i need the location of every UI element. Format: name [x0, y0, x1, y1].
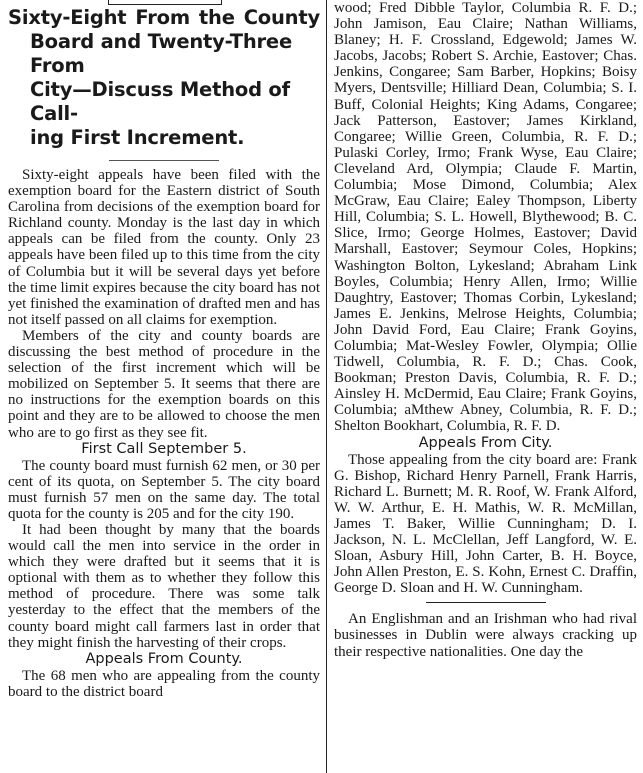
subhead-appeals-county: Appeals From County.	[85, 650, 243, 667]
headline-line-2: Board and Twenty-Three From	[30, 30, 292, 77]
subhead-appeals-city: Appeals From City.	[418, 434, 553, 451]
paragraph-5: The 68 men who are appealing from the county board to the district board	[8, 667, 320, 700]
left-column	[8, 0, 320, 700]
headline-rule	[109, 160, 219, 161]
column-divider	[326, 0, 327, 773]
anecdote-paragraph: An Englishman and an Irishman who had rival businesses in Dublin were always cracking up their respective nationalities. One day the	[334, 611, 637, 660]
city-appellants-paragraph: Those appealing from the city board are: Frank G. Bishop, Richard Henry Parnell, Frank Harris, Richard L. Burnett; M. R. Roof, W. Frank Alford, W. W. Arthur, E. H. Mathis, W. R. McMillan, James T. Baker, Willie Cunningham; D. I. Jackson, N. L. McClellan, Jeff Langford, W. E. Sloan, Asbury Hill, John Carter, B. H. Boyce, John Allen Preston, E. S. Kohn, Ernest C. Draffin, George D. Sloan and H. W. Cunningham.	[334, 451, 637, 597]
paragraph-1: Sixty-eight appeals have been filed with the exemption board for the Eastern district of South Carolina from decisions of the exemption board for Richland county. Monday is the last day in which appeals can be filed from the county. Only 23 appeals have been filed up to this time from the city of Columbia but it will be several days yet before the time limit expires because the city board has not yet finished the examination of drafted men and has not itself passed on all claims for exemption.	[8, 167, 320, 328]
headline-line-1: Sixty-Eight From the County	[8, 6, 320, 29]
paragraph-4: It had been thought by many that the boards would call the men into service in the order in which they were drafted but it seems that it is optional with them as to whether they follow this method of procedure. There was some talk yesterday to the effect that the members of the county board might call farmers last in order that they might finish the harvesting of their crops.	[8, 521, 320, 651]
article-divider	[426, 602, 546, 603]
paragraph-3: The county board must furnish 62 men, or 30 per cent of its quota, on September 5. The city board must furnish 57 men on the same day. The total quota for the county is 205 and for the city 190.	[8, 457, 320, 522]
county-appellants-list: wood; Fred Dibble Taylor, Columbia R. F. D.; John Jamison, Eau Claire; Nathan Williams, Blaney; H. F. Crossland, Edgewold; James W. Jacobs, Jacobs; Robert S. Archie, Eastover; Chas. Jenkins, Congaree; Sam Barber, Hopkins; Boisy Myers, Dentsville; Hilliard Dean, Columbia; S. I. Buff, Colonial Heights; King Adams, Congaree; Jack Patterson, Eastover; James Kirkland, Congaree; Willie Green, Columbia, R. F. D.; Pulaski Corley, Irmo; Frank Wyse, Eau Claire; Cleveland Ard, Olympia; Claude F. Martin, Columbia; Mose Dimond, Columbia; Alex McGraw, Eau Claire; Ealey Thompson, Liberty Hill, Columbia; S. L. Howell, Blythewood; B. C. Slice, Irmo; George Holmes, Eastover; David Marshall, Eastover; Seymour Coles, Hopkins; Washington Bolton, Lykesland; Abraham Link Boyles, Columbia; Henry Allen, Irmo; Willie Daughtry, Eastover; Thomas Corbin, Lykesland; James E. Jenkins, Melrose Heights, Columbia; John David Ford, Eau Claire; Frank Goyins, Columbia; Mat-Wesley Fowler, Olympia; Ollie Tidwell, Columbia, R. F. D.; Chas. Cook, Bookman; Preston Davis, Columbia, R. F. D.; Ainsley H. McDermid, Eau Claire; Frank Goyins, Columbia; aMthew Abney, Columbia, R. F. D.; Shelton Bookhart, Columbia, R. F. D.	[334, 0, 637, 435]
subhead-first-call: First Call September 5.	[81, 440, 247, 457]
paragraph-2: Members of the city and county boards are discussing the best method of procedure in the selection of the first increment which will be mobilized on September 5. It seems that there are no instructions for the exemption boards on this point and they are to be allowed to choose the men who are to go first as they see fit.	[8, 327, 320, 441]
right-column	[334, 0, 637, 660]
headline-line-4: ing First Increment.	[30, 126, 245, 149]
headline	[8, 6, 320, 150]
headline-line-3: City—Discuss Method of Call-	[30, 78, 290, 125]
